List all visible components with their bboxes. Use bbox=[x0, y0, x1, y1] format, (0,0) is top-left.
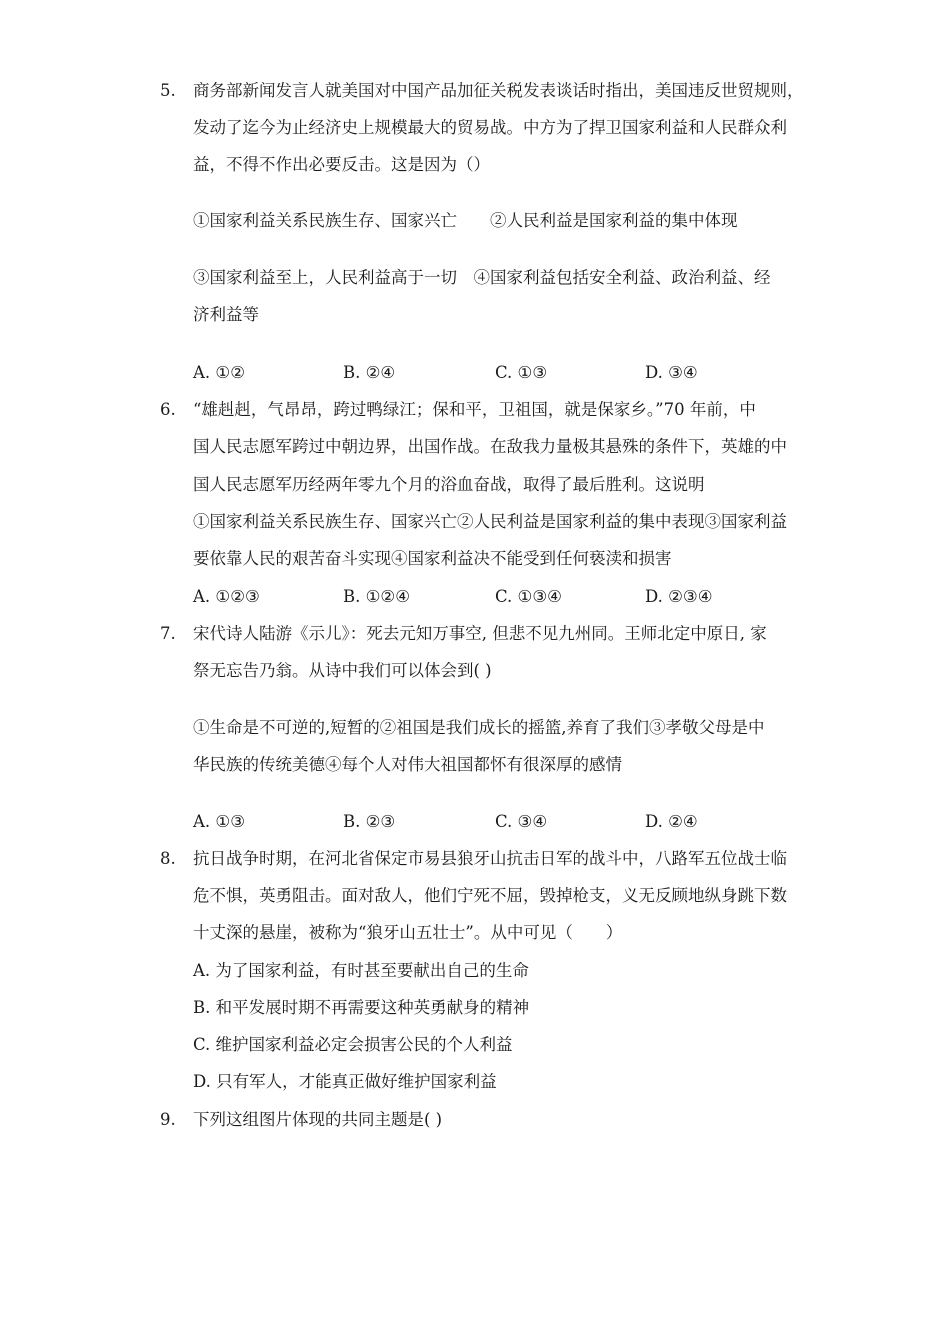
option-c: C. 维护国家利益必定会损害公民的个人利益 bbox=[193, 1035, 513, 1054]
question-text-line: 商务部新闻发言人就美国对中国产品加征关税发表谈话时指出，美国违反世贸规则， bbox=[193, 81, 804, 100]
question-text-line: 益，不得不作出必要反击。这是因为（） bbox=[193, 155, 490, 174]
question-text-line: 发动了迄今为止经济史上规模最大的贸易战。中方为了捍卫国家利益和人民群众利 bbox=[193, 118, 787, 137]
option-d: D. ②④ bbox=[645, 812, 698, 831]
question-text-line: 国人民志愿军跨过中朝边界，出国作战。在敌我力量极其悬殊的条件下，英雄的中 bbox=[193, 437, 787, 456]
question-text-line: 祭无忘告乃翁。从诗中我们可以体会到( ) bbox=[193, 661, 492, 680]
option-c: C. ③④ bbox=[495, 812, 548, 831]
option-d: D. 只有军人，才能真正做好维护国家利益 bbox=[193, 1072, 497, 1091]
option-a: A. ①② bbox=[193, 363, 245, 382]
option-b: B. ①②④ bbox=[343, 587, 410, 606]
question-text-line: 十丈深的悬崖，被称为“狼牙山五壮士”。从中可见（ ） bbox=[193, 923, 623, 942]
question-text-line: 下列这组图片体现的共同主题是( ) bbox=[193, 1110, 443, 1129]
question-number: 9. bbox=[160, 1110, 176, 1129]
option-a: A. ①③ bbox=[193, 812, 245, 831]
option-b: B. ②③ bbox=[343, 812, 396, 831]
statement-line: 华民族的传统美德④每个人对伟大祖国都怀有很深厚的感情 bbox=[193, 755, 622, 774]
question-text-line: “雄赳赳，气昂昂，跨过鸭绿江；保和平，卫祖国，就是保家乡。”70 年前，中 bbox=[193, 400, 756, 419]
option-a: A. ①②③ bbox=[193, 587, 260, 606]
question-number: 5. bbox=[160, 81, 176, 100]
question-text-line: 抗日战争时期，在河北省保定市易县狼牙山抗击日军的战斗中，八路军五位战士临 bbox=[193, 849, 787, 868]
question-text-line: ①国家利益关系民族生存、国家兴亡②人民利益是国家利益的集中表现③国家利益 bbox=[193, 512, 787, 531]
question-number: 6. bbox=[160, 400, 176, 419]
statement-line: ①国家利益关系民族生存、国家兴亡 ②人民利益是国家利益的集中体现 bbox=[193, 211, 738, 230]
option-d: D. ③④ bbox=[645, 363, 698, 382]
option-c: C. ①③④ bbox=[495, 587, 562, 606]
question-number: 7. bbox=[160, 624, 176, 643]
question-text-line: 要依靠人民的艰苦奋斗实现④国家利益决不能受到任何亵渎和损害 bbox=[193, 549, 672, 568]
option-c: C. ①③ bbox=[495, 363, 548, 382]
option-b: B. 和平发展时期不再需要这种英勇献身的精神 bbox=[193, 998, 530, 1017]
statement-line: ③国家利益至上，人民利益高于一切 ④国家利益包括安全利益、政治利益、经 bbox=[193, 268, 771, 287]
question-text-line: 国人民志愿军历经两年零九个月的浴血奋战，取得了最后胜利。这说明 bbox=[193, 475, 705, 494]
option-a: A. 为了国家利益，有时甚至要献出自己的生命 bbox=[193, 961, 529, 980]
statement-line: ①生命是不可逆的,短暂的②祖国是我们成长的摇篮,养育了我们③孝敬父母是中 bbox=[193, 718, 765, 737]
question-text-line: 宋代诗人陆游《示儿》：死去元知万事空, 但悲不见九州同。王师北定中原日, 家 bbox=[193, 624, 767, 643]
option-b: B. ②④ bbox=[343, 363, 396, 382]
question-text-line: 危不惧，英勇阻击。面对敌人，他们宁死不屈，毁掉枪支，义无反顾地纵身跳下数 bbox=[193, 886, 787, 905]
statement-line: 济利益等 bbox=[193, 305, 259, 324]
option-d: D. ②③④ bbox=[645, 587, 713, 606]
question-number: 8. bbox=[160, 849, 176, 868]
